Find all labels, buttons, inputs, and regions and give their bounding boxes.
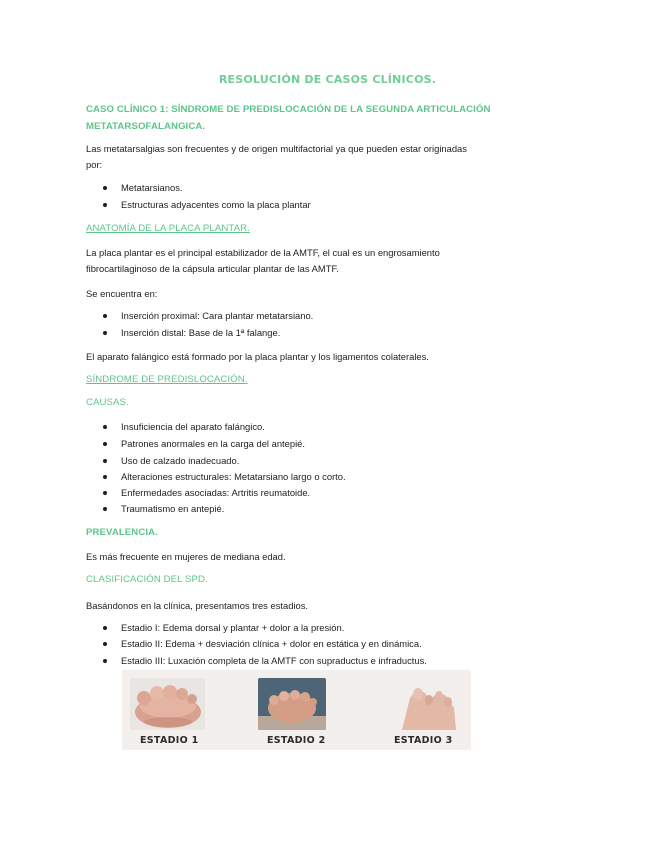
prevalence-text: Es más frecuente en mujeres de mediana edad. <box>86 551 286 562</box>
located-bullet: Inserción proximal: Cara plantar metatarsiano. <box>103 310 313 321</box>
cause-bullet: Insuficiencia del aparato falángico. <box>103 421 265 432</box>
bullet-icon <box>103 642 107 646</box>
bullet-icon <box>103 203 107 207</box>
cause-bullet: Alteraciones estructurales: Metatarsiano largo o corto. <box>103 471 346 482</box>
located-label: Se encuentra en: <box>86 288 158 299</box>
anatomy-line1: La placa plantar es el principal estabilizador de la AMTF, el cual es un engrosamiento <box>86 247 440 258</box>
bullet-icon <box>103 459 107 463</box>
stage-2-photo <box>258 678 326 730</box>
stage-2-caption: ESTADIO 2 <box>267 735 326 746</box>
case-heading-line2: METATARSOFALANGICA. <box>86 121 206 132</box>
stages-figure <box>122 670 471 750</box>
located-bullet: Inserción distal: Base de la 1ª falange. <box>103 327 280 338</box>
bullet-icon <box>103 491 107 495</box>
bullet-icon <box>103 186 107 190</box>
stage-bullet: Estadio I: Edema dorsal y plantar + dolor a la presión. <box>103 622 344 633</box>
bullet-icon <box>103 442 107 446</box>
bullet-icon <box>103 626 107 630</box>
anatomy-heading: ANATOMÍA DE LA PLACA PLANTAR. <box>86 223 250 234</box>
bullet-icon <box>103 425 107 429</box>
cause-bullet: Enfermedades asociadas: Artritis reumatoide. <box>103 487 310 498</box>
bullet-icon <box>103 314 107 318</box>
stage-1-caption: ESTADIO 1 <box>140 735 199 746</box>
intro-bullet: Estructuras adyacentes como la placa plantar <box>103 199 311 210</box>
cause-bullet: Patrones anormales en la carga del antepié. <box>103 438 305 449</box>
anatomy-line2: fibrocartilaginoso de la cápsula articular plantar de las AMTF. <box>86 263 339 274</box>
stage-1-photo <box>130 678 205 730</box>
stage-bullet: Estadio II: Edema + desviación clínica + dolor en estática y en dinámica. <box>103 638 422 649</box>
document-title: RESOLUCIÓN DE CASOS CLÍNICOS. <box>218 73 437 86</box>
case-heading-line1: CASO CLÍNICO 1: SÍNDROME DE PREDISLOCACIÓN DE LA SEGUNDA ARTICULACIÓN <box>86 104 491 115</box>
syndrome-heading: SÍNDROME DE PREDISLOCACIÓN. <box>86 374 248 385</box>
intro-line2: por: <box>86 159 103 170</box>
bullet-icon <box>103 331 107 335</box>
classification-intro: Basándonos en la clínica, presentamos tres estadios. <box>86 600 309 611</box>
cause-bullet: Uso de calzado inadecuado. <box>103 455 239 466</box>
bullet-icon <box>103 475 107 479</box>
causes-heading: CAUSAS. <box>86 397 129 408</box>
intro-bullet: Metatarsianos. <box>103 182 183 193</box>
stage-3-photo <box>392 678 464 730</box>
stage-3-caption: ESTADIO 3 <box>394 735 453 746</box>
bullet-icon <box>103 507 107 511</box>
classification-heading: CLASIFICACIÓN DEL SPD. <box>86 574 208 585</box>
cause-bullet: Traumatismo en antepié. <box>103 503 224 514</box>
bullet-icon <box>103 659 107 663</box>
apparatus-text: El aparato falángico está formado por la placa plantar y los ligamentos colaterales. <box>86 351 429 362</box>
intro-line1: Las metatarsalgias son frecuentes y de origen multifactorial ya que pueden estar originadas <box>86 143 467 154</box>
stage-bullet: Estadio III: Luxación completa de la AMTF con supraductus e infraductus. <box>103 655 427 666</box>
prevalence-heading: PREVALENCIA. <box>86 527 158 538</box>
